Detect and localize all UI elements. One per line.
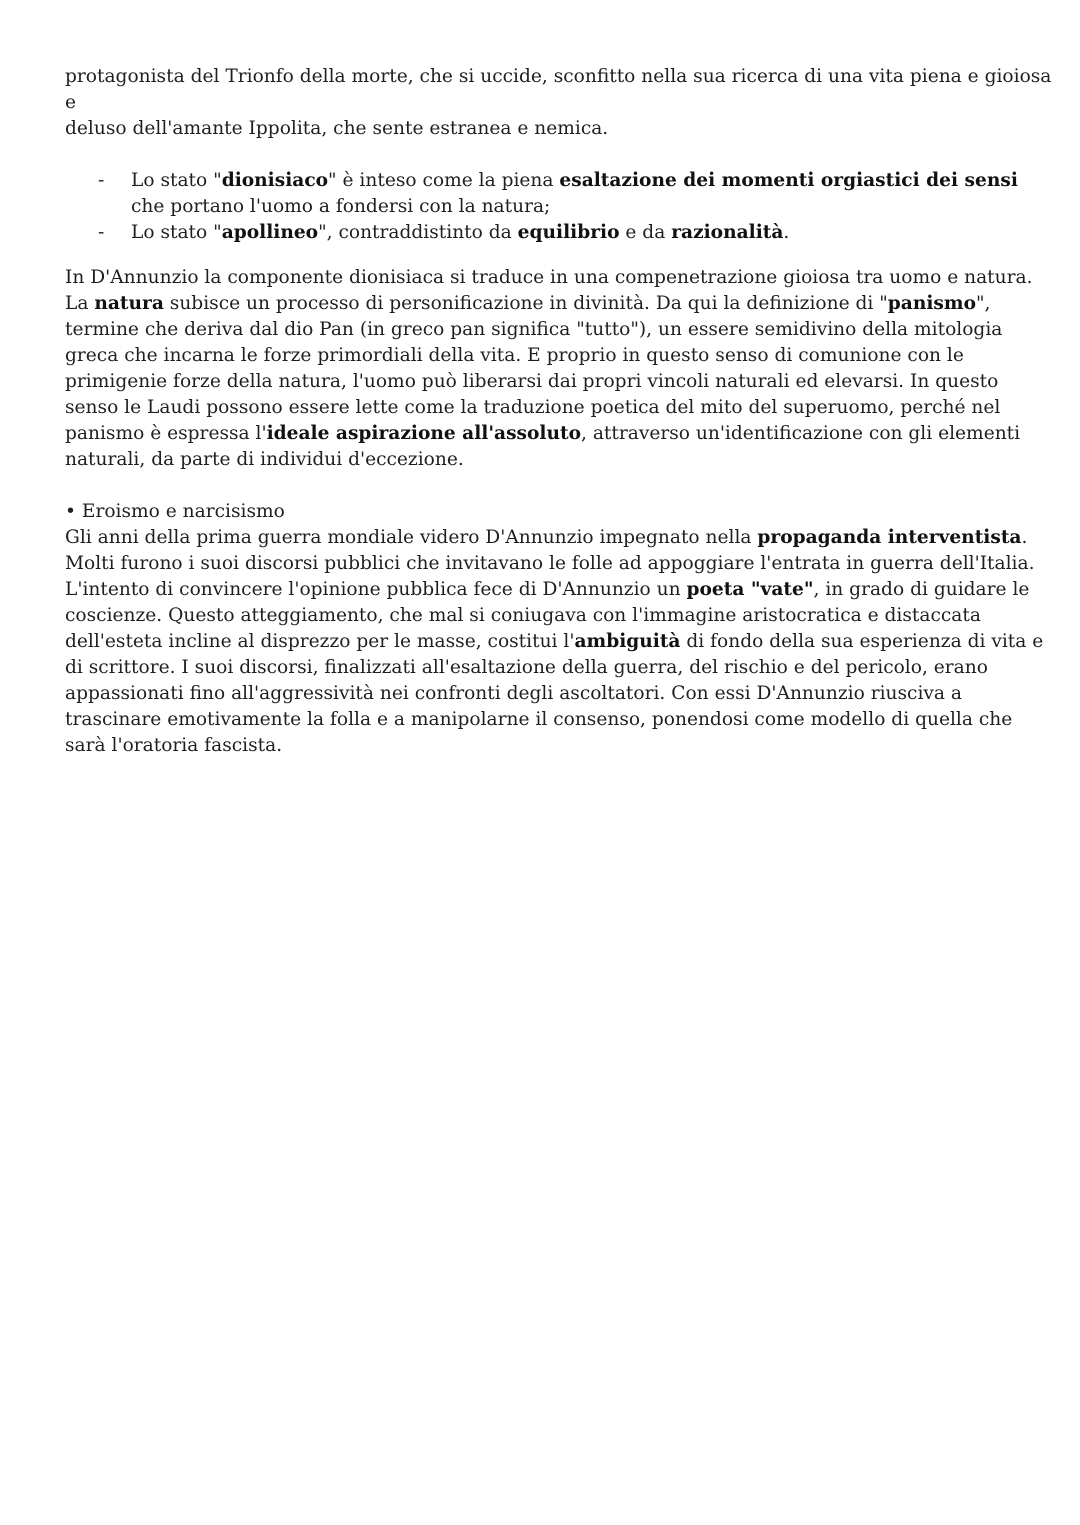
- list-item-dionisiaco: - Lo stato "dionisiaco" è inteso come la piena esaltazione dei momenti orgiastici dei sensi che portano l'uomo a fondersi con la natura;: [98, 170, 1018, 217]
- list-dash: -: [98, 170, 105, 191]
- document-page: [65, 64, 1055, 759]
- eroismo-paragraph: Gli anni della prima guerra mondiale videro D'Annunzio impegnato nella propaganda interventista. Molti furono i suoi discorsi pubblici che invitavano le folle ad appoggiare l'entrata in guerra dell'Italia. L'intento di convincere l'opinione pubblica fece di D'Annunzio un poeta "vate", in grado di guidare le coscienze. Questo atteggiamento, che mal si coniugava con l'immagine aristocratica e distaccata dell'esteta incline al disprezzo per le masse, costitui l'ambiguità di fondo della sua esperienza di vita e di scrittore. I suoi discorsi, finalizzati all'esaltazione della guerra, del rischio e del pericolo, erano appassionati fino all'aggressività nei confronti degli ascoltatori. Con essi D'Annunzio riusciva a trascinare emotivamente la folla e a manipolarne il consenso, ponendosi come modello di quella che sarà l'oratoria fascista.: [65, 526, 1044, 756]
- intro-paragraph: protagonista del Trionfo della morte, che si uccide, sconfitto nella sua ricerca di una vita piena e gioiosa e deluso dell'amante Ippolita, che sente estranea e nemica.: [65, 66, 1052, 139]
- panismo-paragraph: In D'Annunzio la componente dionisiaca si traduce in una compenetrazione gioiosa tra uomo e natura. La natura subisce un processo di personificazione in divinità. Da qui la definizione di "panismo", termine che deriva dal dio Pan (in greco pan significa "tutto"), un essere semidivino della mitologia greca che incarna le forze primordiali della vita. E proprio in questo senso di comunione con le primigenie forze della natura, l'uomo può liberarsi dai propri vincoli naturali ed elevarsi. In questo senso le Laudi possono essere lette come la traduzione poetica del mito del superuomo, perché nel panismo è espressa l'ideale aspirazione all'assoluto, attraverso un'identificazione con gli elementi naturali, da parte di individui d'eccezione.: [65, 266, 1033, 470]
- list-item-apollineo: - Lo stato "apollineo", contraddistinto da equilibrio e da razionalità.: [65, 220, 1055, 246]
- section-heading: • Eroismo e narcisismo: [65, 500, 285, 522]
- concept-list: [65, 168, 1055, 246]
- list-dash: -: [98, 222, 105, 243]
